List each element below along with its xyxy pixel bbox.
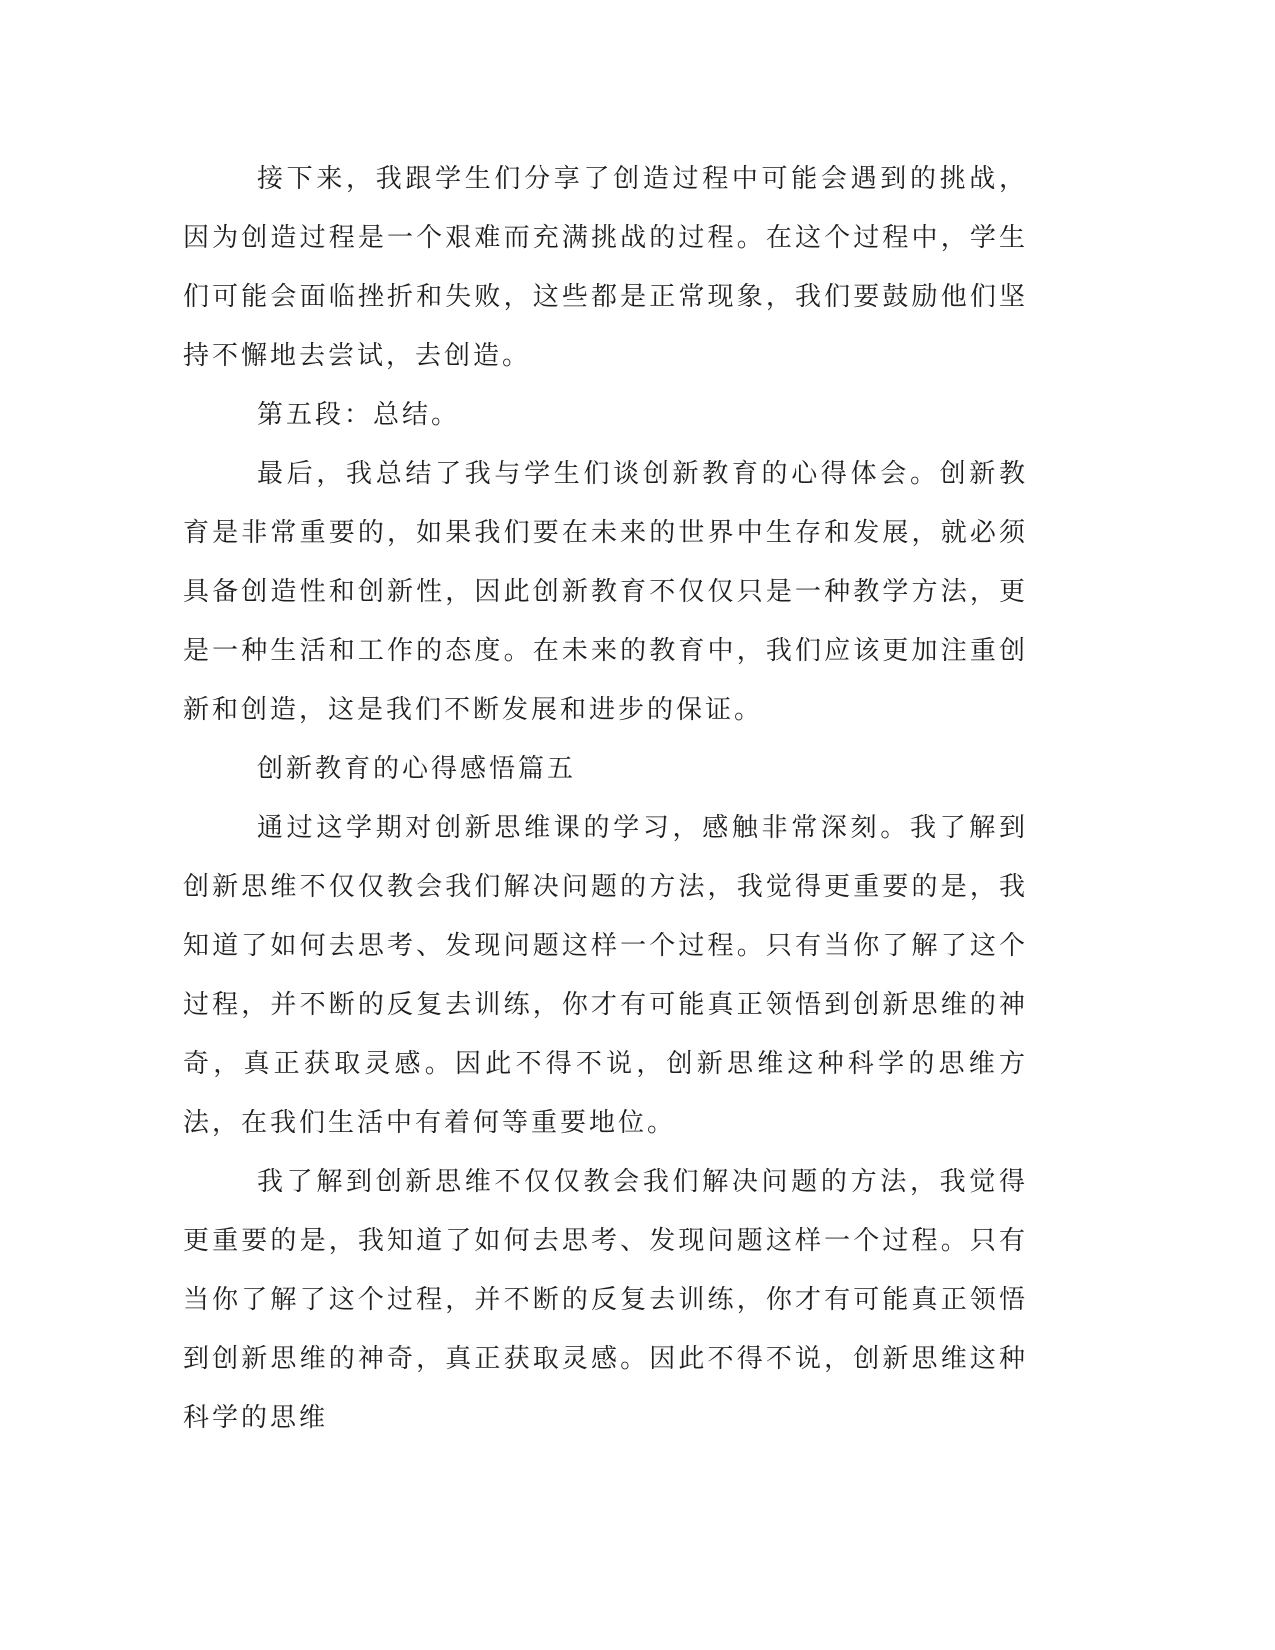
section-heading-summary: 第五段：总结。 bbox=[257, 400, 461, 430]
paragraph-course-reflection: 通过这学期对创新思维课的学习，感触非常深刻。我了解到创新思维不仅仅教会我们解决问题的方法，我觉得更重要的是，我知道了如何去思考、发现问题这样一个过程。只有当你了解了这个过程，并不断的反复去训练，你才有可能真正领悟到创新思维的神奇，真正获取灵感。因此不得不说，创新思维这种科学的思维方法，在我们生活中有着何等重要地位。 bbox=[183, 813, 1028, 1138]
document-body bbox=[183, 150, 1028, 1448]
paragraph-creative-thinking: 我了解到创新思维不仅仅教会我们解决问题的方法，我觉得更重要的是，我知道了如何去思考、发现问题这样一个过程。只有当你了解了这个过程，并不断的反复去训练，你才有可能真正领悟到创新思维的神奇，真正获取灵感。因此不得不说，创新思维这种科学的思维 bbox=[183, 1167, 1028, 1433]
paragraph-conclusion: 最后，我总结了我与学生们谈创新教育的心得体会。创新教育是非常重要的，如果我们要在未来的世界中生存和发展，就必须具备创造性和创新性，因此创新教育不仅仅只是一种教学方法，更是一种生活和工作的态度。在未来的教育中，我们应该更加注重创新和创造，这是我们不断发展和进步的保证。 bbox=[183, 459, 1028, 725]
paragraph-challenges: 接下来，我跟学生们分享了创造过程中可能会遇到的挑战，因为创造过程是一个艰难而充满挑战的过程。在这个过程中，学生们可能会面临挫折和失败，这些都是正常现象，我们要鼓励他们坚持不懈地去尝试，去创造。 bbox=[183, 164, 1028, 371]
article-title-part-five: 创新教育的心得感悟篇五 bbox=[257, 754, 577, 784]
